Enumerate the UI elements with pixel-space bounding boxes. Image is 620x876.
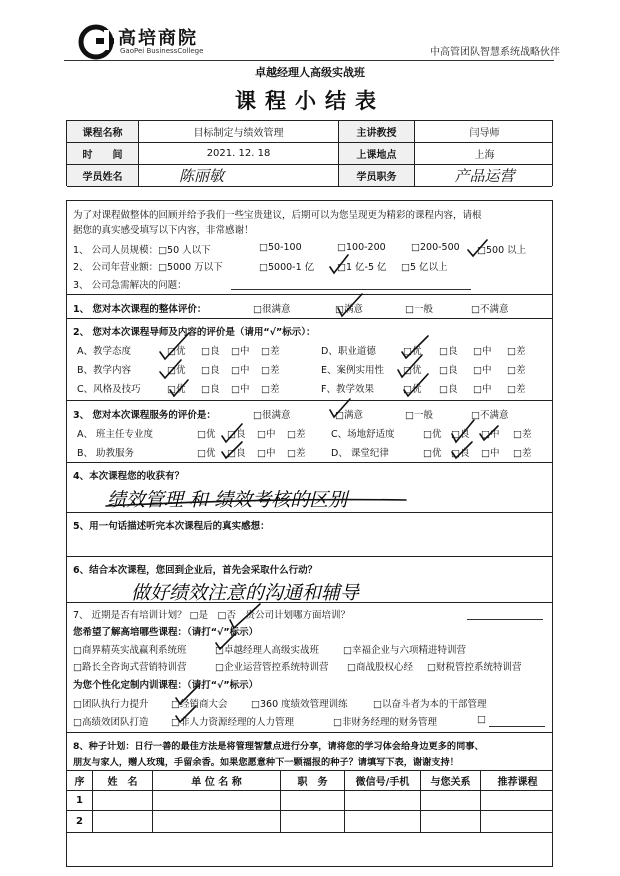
col-header: 与您关系 [421,771,481,790]
custom-option[interactable]: □以奋斗者为本的干部管理 [373,699,487,710]
item-label: C、场地舒适度 [331,429,395,440]
col-header: 姓 名 [93,771,153,790]
course-option[interactable]: □企业运营管控系统特训营 [215,662,329,673]
time-label: 时 间 [67,143,139,164]
check-mark-icon [402,336,428,358]
course-option[interactable]: □商战股权心经 [347,662,413,673]
custom-option[interactable]: □360 度绩效管理训练 [251,699,348,710]
brand-tagline: 中高管团队智慧系统战略伙伴 [430,47,560,58]
grade-option[interactable]: □中 [473,384,492,395]
course-label: 课程名称 [67,121,139,142]
teacher-label: 主讲教授 [339,121,415,142]
grade-option[interactable]: □差 [513,448,532,459]
grade-option[interactable]: □差 [507,365,526,376]
check-mark-icon [452,442,472,458]
revenue-option[interactable]: □5 亿以上 [401,262,448,273]
grade-option[interactable]: □差 [287,429,306,440]
seed-plan-text: 8、种子计划：日行一善的最佳方法是将管理智慧点进行分享，请将您的学习体会给身边更多的同事、 [73,741,484,752]
revenue-option[interactable]: □1 亿-5 亿 [337,262,387,273]
check-mark-icon [222,424,242,442]
grade-option[interactable]: □优 [167,384,186,395]
rating-option[interactable]: □一般 [405,410,433,421]
size-option[interactable]: □100-200 [337,242,386,253]
custom-training-question: 为您个性化定制内训课程：（请打“√”标示） [73,680,259,691]
check-mark-icon [176,706,196,722]
row-number: 2 [67,811,93,832]
intro-text: 为了对课程做整体的回顾并给予我们一些宝贵建议，后期可以为您呈现更为精彩的课程内容，请根 [73,210,482,221]
action-answer-handwritten[interactable]: 做好绩效注意的沟通和辅导 [131,582,360,604]
grade-option[interactable]: □中 [481,448,500,459]
grade-option[interactable]: □优 [423,429,442,440]
check-mark-icon [480,426,498,440]
check-mark-icon [330,399,350,417]
grade-option[interactable]: □中 [231,384,250,395]
place-value[interactable]: 上海 [474,150,495,161]
grade-option[interactable]: □良 [439,346,458,357]
col-header: 序 [67,771,93,790]
check-mark-icon [176,686,198,704]
check-mark-icon [330,255,348,273]
rating-option[interactable]: □不满意 [471,410,509,421]
size-option[interactable]: □500 以上 [477,245,527,256]
rating-option[interactable]: □很满意 [253,410,291,421]
col-header: 推荐课程 [497,777,538,788]
rating-option[interactable]: □一般 [405,304,433,315]
teacher-rating-question: 2、 您对本次课程导师及内容的评价是（请用“√”标示）： [73,327,316,338]
service-rating-question: 3、 您对本次课程服务的评价是： [73,410,216,421]
grade-option[interactable]: □优 [197,448,216,459]
check-mark-icon [216,633,236,649]
grade-option[interactable]: □优 [403,346,422,357]
teacher-value[interactable]: 闫导师 [469,128,500,139]
custom-option[interactable]: □非财务经理的财务管理 [333,717,437,728]
check-mark-icon [468,240,487,256]
grade-option[interactable]: □良 [451,448,470,459]
gains-question: 4、本次课程您的收获有？ [73,471,185,482]
grade-option[interactable]: □中 [473,346,492,357]
grade-option[interactable]: □中 [231,346,250,357]
grade-option[interactable]: □中 [473,365,492,376]
grade-option[interactable]: □优 [403,384,422,395]
grade-option[interactable]: □差 [261,346,280,357]
grade-option[interactable]: □优 [167,346,186,357]
place-label: 上课地点 [339,143,415,164]
form-title: 课程小结表 [235,89,385,113]
grade-option[interactable]: □良 [439,384,458,395]
issues-question[interactable]: 3、 公司急需解决的问题： [73,280,187,291]
intro-text: 据您的真实感受填写以下内容，非常感谢！ [73,225,254,236]
item-label: B、 助教服务 [77,448,135,459]
revenue-option[interactable]: □5000-1 亿 [259,262,315,273]
check-mark-icon [222,442,242,458]
grade-option[interactable]: □良 [201,346,220,357]
custom-option[interactable]: □非人力资源经理的人力管理 [171,717,294,728]
grade-option[interactable]: □差 [513,429,532,440]
grade-option[interactable]: □优 [423,448,442,459]
check-mark-icon [170,380,188,396]
gains-answer-handwritten[interactable]: 绩效管理 和 绩效考核的区别 [107,489,348,511]
col-header: 职 务 [281,771,345,790]
underline-icon [106,500,406,506]
grade-option[interactable]: □良 [201,365,220,376]
program-name: 卓越经理人高级实战班 [255,66,365,79]
course-option[interactable]: □商界精英实战赢利系统班 [73,645,187,656]
courses-question: 您希望了解高培哪些课程：（请打“√”标示） [73,627,259,638]
role-handwritten[interactable]: 产品运营 [454,167,515,185]
seed-plan-text: 朋友与家人，赠人玫瑰，手留余香。如果您愿意种下一颗福报的种子？请填写下表，谢谢支持！ [73,757,459,768]
rating-option[interactable]: □满意 [335,410,363,421]
check-mark-icon [338,294,362,316]
grade-option[interactable]: □良 [451,429,470,440]
col-header: 微信号/手机 [345,771,421,790]
item-label: F、教学效果 [321,384,374,395]
item-label: B、教学内容 [77,365,132,376]
grade-option[interactable]: □优 [197,429,216,440]
overall-rating-question: 1、 您对本次课程的整体评价： [73,304,207,315]
check-mark-icon [398,355,422,377]
company-size-question[interactable]: 1、 公司人员规模：□50 人以下 [73,245,211,256]
rating-option[interactable]: □很满意 [253,304,291,315]
grade-option[interactable]: □优 [403,365,422,376]
feelings-question: 5、用一句话描述听完本次课程后的真实感想： [73,521,270,532]
course-option[interactable]: □卓越经理人高级实战班 [215,645,319,656]
item-label: D、职业道德 [321,346,376,357]
rating-option[interactable]: □满意 [335,304,363,315]
time-value[interactable]: 2021. 12. 18 [139,143,339,164]
size-option[interactable]: □200-500 [411,242,460,253]
check-mark-icon [230,604,260,628]
item-label: C、风格及技巧 [77,384,141,395]
training-plan-question[interactable]: 7、 近期是否有培训计划？ □是 □否 贵公司计划哪方面培训？ [73,610,351,621]
check-mark-icon [452,420,474,442]
role-label: 学员职务 [339,165,415,186]
student-name-handwritten[interactable]: 陈丽敏 [139,165,339,186]
check-mark-icon [404,374,428,396]
grade-option[interactable]: □差 [261,384,280,395]
course-option[interactable]: □财税管控系统特训营 [427,662,522,673]
grade-option[interactable]: □差 [507,346,526,357]
grade-option[interactable]: □差 [287,448,306,459]
brand-english: GaoPei BusinessCollege [120,47,204,55]
course-option[interactable]: □路长全咨询式营销特训营 [73,662,187,673]
grade-option[interactable]: □良 [227,448,246,459]
grade-option[interactable]: □中 [481,429,500,440]
custom-option[interactable]: □经销商大会 [171,699,228,710]
grade-option[interactable]: □中 [257,429,276,440]
grade-option[interactable]: □中 [257,448,276,459]
item-label: D、 课堂纪律 [331,448,389,459]
student-label: 学员姓名 [67,165,139,186]
grade-option[interactable]: □优 [167,365,186,376]
grade-option[interactable]: □良 [227,429,246,440]
check-mark-icon [160,333,189,359]
revenue-question[interactable]: 2、 公司年营业额：□5000 万以下 [73,262,223,273]
course-option[interactable]: □幸福企业与六项精进特训营 [343,645,466,656]
grade-option[interactable]: □差 [261,365,280,376]
grade-option[interactable]: □中 [231,365,250,376]
brand-name: 高培商院 [118,28,198,49]
custom-option[interactable]: □团队执行力提升 [73,699,149,710]
item-label: A、 班主任专业度 [77,429,154,440]
custom-option[interactable]: □高绩效团队打造 [73,717,149,728]
action-question: 6、结合本次课程，您回到企业后，首先会采取什么行动？ [73,565,318,576]
custom-option[interactable]: □ [477,714,486,725]
grade-option[interactable]: □差 [507,384,526,395]
row-number: 1 [67,791,93,810]
size-option[interactable]: □50-100 [259,242,302,253]
grade-option[interactable]: □良 [439,365,458,376]
course-value[interactable]: 目标制定与绩效管理 [139,121,339,142]
rating-option[interactable]: □不满意 [471,304,509,315]
grade-option[interactable]: □良 [201,384,220,395]
item-label: A、教学态度 [77,346,131,357]
item-label: E、案例实用性 [321,365,385,376]
check-mark-icon [160,360,181,378]
col-header: 单 位 名 称 [153,771,281,790]
